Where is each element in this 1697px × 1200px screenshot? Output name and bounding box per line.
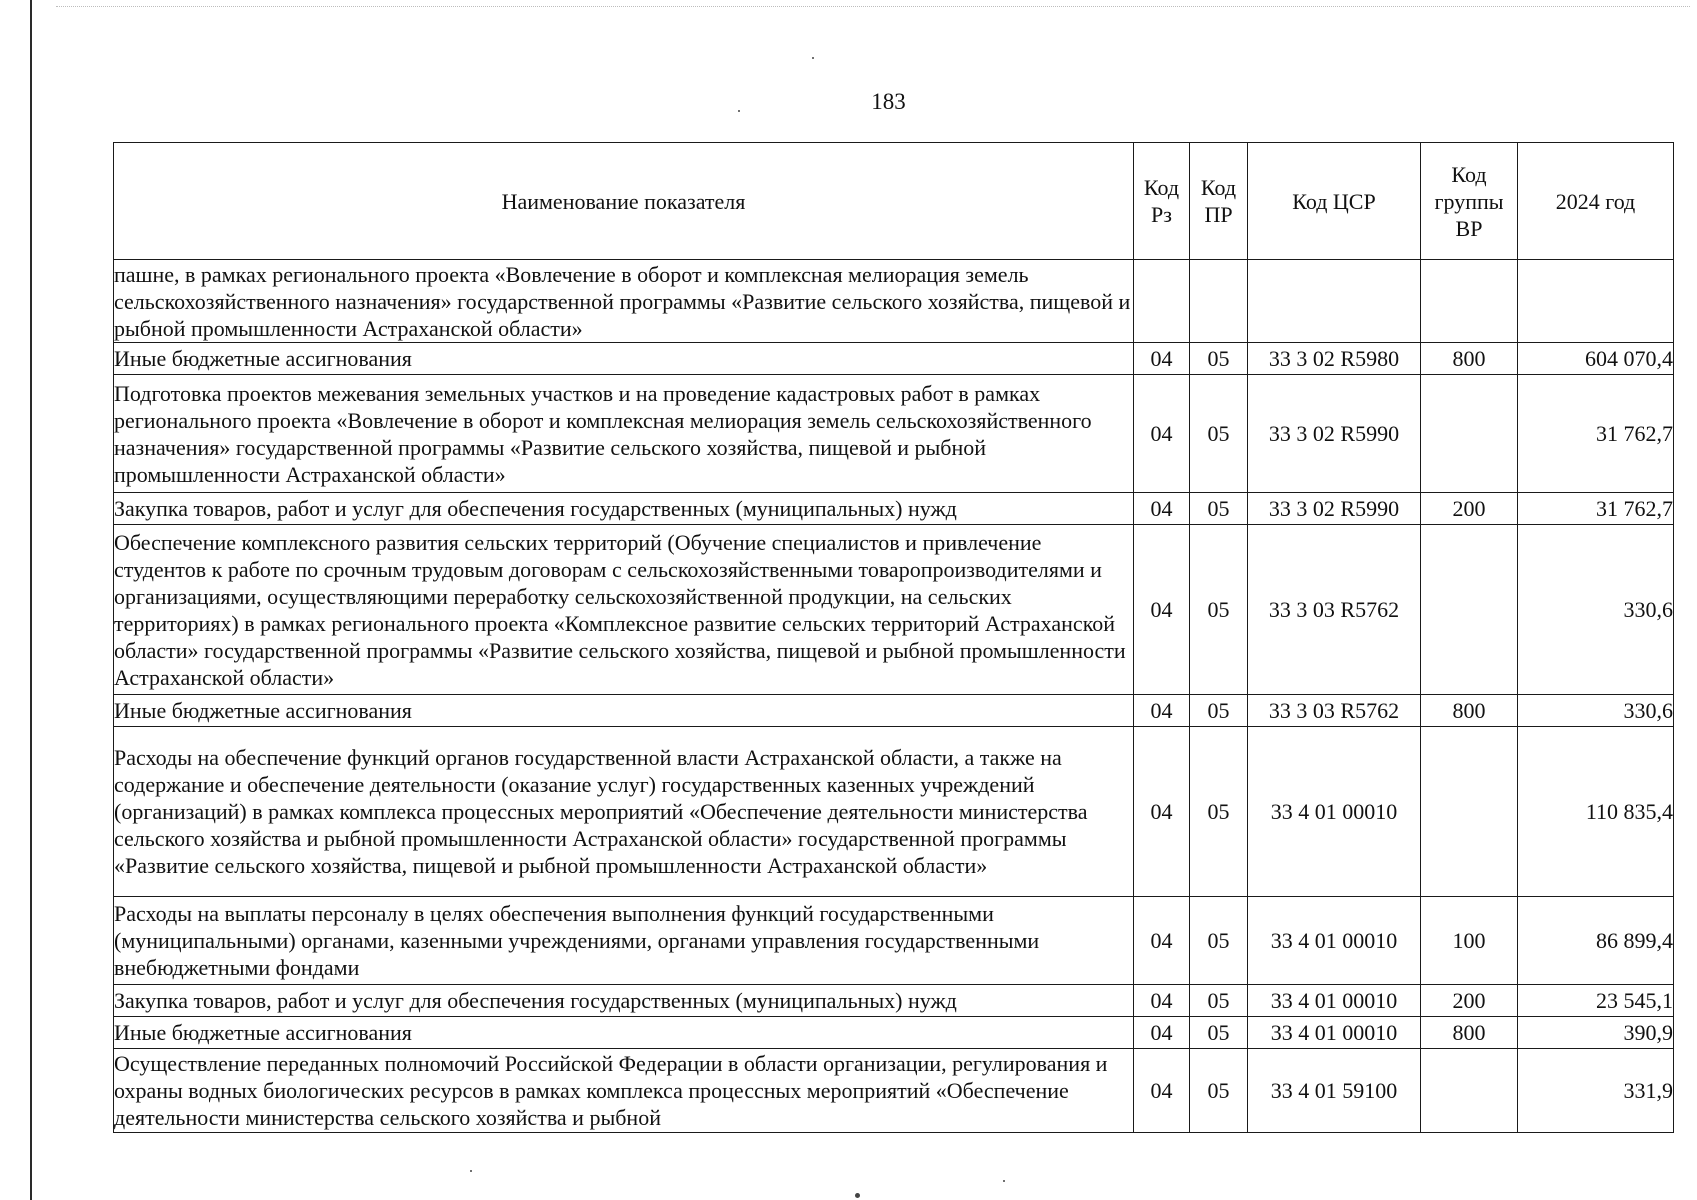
row-csr: 33 4 01 00010 xyxy=(1248,897,1421,985)
row-csr: 33 4 01 00010 xyxy=(1248,727,1421,897)
table-row xyxy=(114,1049,1674,1133)
row-rz: 04 xyxy=(1134,493,1190,525)
row-amount: 23 545,1 xyxy=(1518,985,1674,1017)
row-csr: 33 3 02 R5990 xyxy=(1248,375,1421,493)
row-name: Подготовка проектов межевания земельных участков и на проведение кадастровых работ в рамках регионального проекта «Вовлечение в оборот и комплексная мелиорация земель сельскохозяйственного назначения» государственной программы «Развитие сельского хозяйства, пищевой и рыбной промышленности Астраханской области» xyxy=(114,375,1134,493)
row-name: Обеспечение комплексного развития сельских территорий (Обучение специалистов и привлечение студентов к работе по срочным трудовым договорам с сельскохозяйственными товаропроизводителями и организациями, осуществляющими переработку сельскохозяйственной продукции, на сельских территориях) в рамках регионального проекта «Комплексное развитие сельских территорий Астраханской области» государственной программы «Развитие сельского хозяйства, пищевой и рыбной промышленности Астраханской области» xyxy=(114,525,1134,695)
row-name: пашне, в рамках регионального проекта «Вовлечение в оборот и комплексная мелиорация земель сельскохозяйственного назначения» государственной программы «Развитие сельского хозяйства, пищевой и рыбной промышленности Астраханской области» xyxy=(114,260,1134,343)
row-rz: 04 xyxy=(1134,525,1190,695)
scan-speck xyxy=(470,1170,472,1172)
row-amount: 330,6 xyxy=(1518,695,1674,727)
scan-edge xyxy=(56,6,1690,7)
table-row xyxy=(114,260,1674,343)
row-vr: 100 xyxy=(1421,897,1518,985)
row-amount: 390,9 xyxy=(1518,1017,1674,1049)
table-row xyxy=(114,343,1674,375)
row-name: Расходы на выплаты персоналу в целях обеспечения выполнения функций государственными (муниципальными) органами, казенными учреждениями, органами управления государственными внебюджетными фондами xyxy=(114,897,1134,985)
row-pr: 05 xyxy=(1190,343,1248,375)
row-rz: 04 xyxy=(1134,727,1190,897)
page-number: 183 xyxy=(871,89,906,114)
header-vr: Код группы ВР xyxy=(1421,143,1518,260)
row-pr: 05 xyxy=(1190,493,1248,525)
row-pr: 05 xyxy=(1190,525,1248,695)
row-rz: 04 xyxy=(1134,897,1190,985)
row-pr: 05 xyxy=(1190,897,1248,985)
row-csr: 33 4 01 00010 xyxy=(1248,985,1421,1017)
row-vr xyxy=(1421,375,1518,493)
row-csr: 33 3 02 R5980 xyxy=(1248,343,1421,375)
row-vr: 800 xyxy=(1421,343,1518,375)
row-csr: 33 4 01 00010 xyxy=(1248,1017,1421,1049)
row-pr: 05 xyxy=(1190,985,1248,1017)
table-row xyxy=(114,985,1674,1017)
row-csr: 33 3 03 R5762 xyxy=(1248,695,1421,727)
row-amount: 330,6 xyxy=(1518,525,1674,695)
row-name: Закупка товаров, работ и услуг для обеспечения государственных (муниципальных) нужд xyxy=(114,493,1134,525)
row-rz: 04 xyxy=(1134,1017,1190,1049)
table-header-row xyxy=(114,143,1674,260)
header-pr: Код ПР xyxy=(1190,143,1248,260)
header-year: 2024 год xyxy=(1518,143,1674,260)
table-row xyxy=(114,695,1674,727)
scan-speck xyxy=(855,1193,860,1198)
row-amount: 31 762,7 xyxy=(1518,375,1674,493)
header-rz: Код Рз xyxy=(1134,143,1190,260)
row-pr: 05 xyxy=(1190,695,1248,727)
row-amount: 86 899,4 xyxy=(1518,897,1674,985)
table-row xyxy=(114,525,1674,695)
row-rz: 04 xyxy=(1134,375,1190,493)
table-row xyxy=(114,1017,1674,1049)
row-name: Иные бюджетные ассигнования xyxy=(114,343,1134,375)
row-csr: 33 3 03 R5762 xyxy=(1248,525,1421,695)
row-name: Закупка товаров, работ и услуг для обеспечения государственных (муниципальных) нужд xyxy=(114,985,1134,1017)
row-name: Иные бюджетные ассигнования xyxy=(114,695,1134,727)
table-row xyxy=(114,493,1674,525)
row-pr: 05 xyxy=(1190,727,1248,897)
row-csr: 33 3 02 R5990 xyxy=(1248,493,1421,525)
row-vr xyxy=(1421,1049,1518,1133)
header-name: Наименование показателя xyxy=(114,143,1134,260)
row-amount: 604 070,4 xyxy=(1518,343,1674,375)
row-vr: 800 xyxy=(1421,695,1518,727)
row-rz xyxy=(1134,260,1190,343)
row-amount: 31 762,7 xyxy=(1518,493,1674,525)
row-amount: 110 835,4 xyxy=(1518,727,1674,897)
row-pr: 05 xyxy=(1190,375,1248,493)
row-vr xyxy=(1421,260,1518,343)
table-row xyxy=(114,375,1674,493)
row-vr: 200 xyxy=(1421,493,1518,525)
row-pr xyxy=(1190,260,1248,343)
row-rz: 04 xyxy=(1134,343,1190,375)
budget-table xyxy=(113,142,1674,1133)
scan-speck xyxy=(812,57,814,59)
table-row xyxy=(114,727,1674,897)
row-vr xyxy=(1421,525,1518,695)
scan-speck xyxy=(738,110,740,112)
binding-margin-line xyxy=(30,0,32,1200)
row-rz: 04 xyxy=(1134,1049,1190,1133)
row-rz: 04 xyxy=(1134,985,1190,1017)
row-csr: 33 4 01 59100 xyxy=(1248,1049,1421,1133)
row-vr: 200 xyxy=(1421,985,1518,1017)
row-vr xyxy=(1421,727,1518,897)
row-name: Расходы на обеспечение функций органов государственной власти Астраханской области, а также на содержание и обеспечение деятельности (оказание услуг) государственных казенных учреждений (организаций) в рамках комплекса процессных мероприятий «Обеспечение деятельности министерства сельского хозяйства и рыбной промышленности Астраханской области» государственной программы «Развитие сельского хозяйства, пищевой и рыбной промышленности Астраханской области» xyxy=(114,727,1134,897)
row-name: Осуществление переданных полномочий Российской Федерации в области организации, регулирования и охраны водных биологических ресурсов в рамках комплекса процессных мероприятий «Обеспечение деятельности министерства сельского хозяйства и рыбной xyxy=(114,1049,1134,1133)
row-csr xyxy=(1248,260,1421,343)
row-pr: 05 xyxy=(1190,1049,1248,1133)
row-pr: 05 xyxy=(1190,1017,1248,1049)
scan-speck xyxy=(1003,1180,1005,1182)
row-amount: 331,9 xyxy=(1518,1049,1674,1133)
table-row xyxy=(114,897,1674,985)
row-amount xyxy=(1518,260,1674,343)
row-vr: 800 xyxy=(1421,1017,1518,1049)
row-name: Иные бюджетные ассигнования xyxy=(114,1017,1134,1049)
row-rz: 04 xyxy=(1134,695,1190,727)
header-csr: Код ЦСР xyxy=(1248,143,1421,260)
